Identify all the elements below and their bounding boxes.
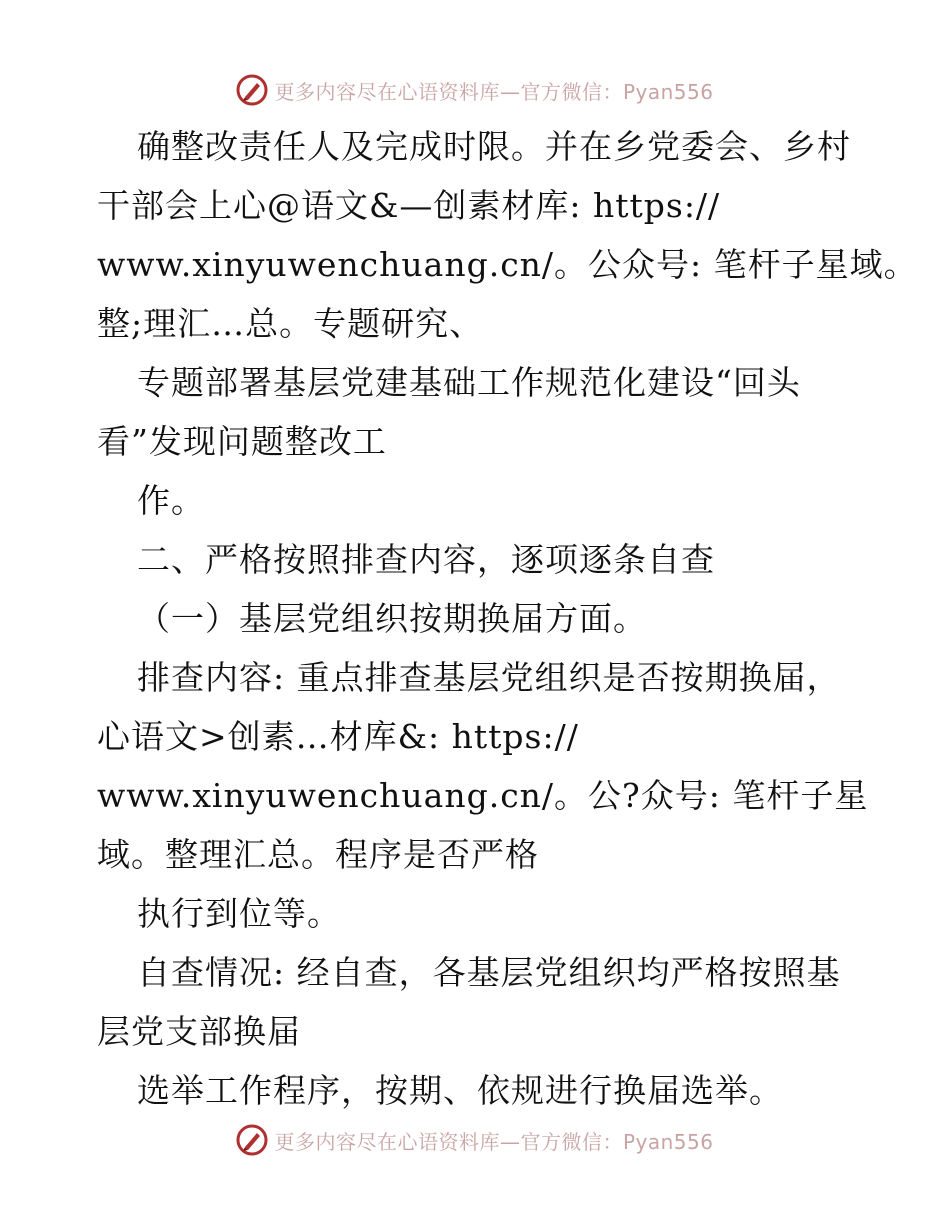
paragraph-line: 自查情况: 经自查，各基层党组织均严格按照基 (137, 953, 841, 992)
paragraph-line: 作。 (137, 481, 205, 520)
paragraph-line: 执行到位等。 (137, 894, 341, 933)
watermark-banner-bottom (0, 1120, 950, 1160)
paragraph-line: www.xinyuwenchuang.cn/。公众号: 笔杆子星域。 (97, 245, 918, 284)
paragraph-line: 排查内容: 重点排查基层党组织是否按期换届， (137, 658, 841, 697)
paragraph-line: www.xinyuwenchuang.cn/。公?众号: 笔杆子星 (97, 776, 869, 815)
paragraph-line: 层党支部换届 (97, 1012, 301, 1051)
paragraph-line: 域。整理汇总。程序是否严格 (97, 835, 539, 874)
paragraph-line: 专题部署基层党建基础工作规范化建设“回头 (137, 363, 801, 402)
subsection-heading: （一）基层党组织按期换届方面。 (137, 599, 647, 638)
paragraph-line: 看”发现问题整改工 (97, 422, 387, 461)
pen-seal-logo-icon (236, 1124, 268, 1156)
paragraph-line: 干部会上心@语文&—创素材库: https:// (97, 186, 721, 225)
watermark-text: 更多内容尽在心语资料库—官方微信：Pyan556 (274, 79, 714, 104)
paragraph-line: 选举工作程序，按期、依规进行换届选举。 (137, 1071, 783, 1110)
watermark-text: 更多内容尽在心语资料库—官方微信：Pyan556 (274, 1129, 714, 1154)
paragraph-line: 确整改责任人及完成时限。并在乡党委会、乡村 (137, 127, 851, 166)
section-heading: 二、严格按照排查内容，逐项逐条自查 (137, 540, 715, 579)
paragraph-line: 整;理汇…总。专题研究、 (97, 304, 484, 343)
paragraph-line: 心语文>创素…材库&: https:// (97, 717, 579, 756)
